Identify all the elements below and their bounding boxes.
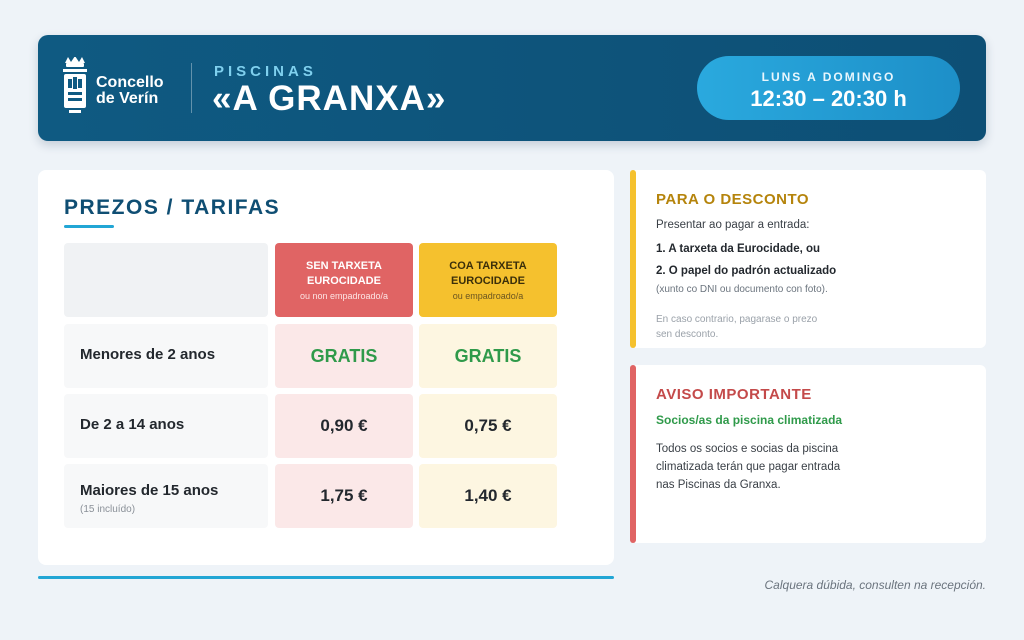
row-label-text: De 2 a 14 anos — [80, 416, 185, 433]
column-header-note: ou non empadroado/a — [299, 291, 389, 301]
title-underline — [64, 225, 114, 228]
discount-item-2: 2. O papel do padrón actualizado — [656, 265, 837, 277]
logo-line-1: Concello — [96, 74, 164, 91]
price-value: GRATIS — [310, 346, 378, 366]
price-cell — [275, 464, 413, 528]
header-banner — [38, 35, 986, 141]
opening-hours-badge — [697, 56, 960, 120]
price-cell — [419, 394, 557, 458]
discount-note-line-1: En caso contrario, pagarase o prezo — [656, 314, 818, 325]
crown-crest-icon — [60, 57, 90, 119]
opening-time: 12:30 – 20:30 h — [750, 86, 907, 111]
footer-note: Calquera dúbida, consulten na recepción. — [764, 578, 986, 592]
price-value: 0,90 € — [320, 416, 368, 435]
logo-text — [96, 75, 164, 107]
price-value: 0,75 € — [464, 416, 512, 435]
notice-card — [630, 365, 986, 543]
column-header-with-card — [419, 243, 557, 317]
row-label-text: Menores de 2 anos — [80, 346, 216, 363]
notice-line-2: climatizada terán que pagar entrada — [656, 461, 841, 473]
price-value: 1,75 € — [320, 486, 368, 505]
price-value: 1,40 € — [464, 486, 512, 505]
discount-note-line-2: sen desconto. — [656, 329, 719, 340]
opening-days: LUNS A DOMINGO — [761, 70, 896, 84]
prices-card — [38, 170, 614, 565]
price-cell — [275, 394, 413, 458]
bottom-accent-line — [38, 576, 614, 579]
notice-accent-bar — [630, 365, 636, 543]
notice-line-3: nas Piscinas da Granxa. — [656, 479, 781, 491]
column-header-without-card — [275, 243, 413, 317]
price-value: GRATIS — [454, 346, 522, 366]
header-divider — [191, 63, 192, 113]
table-row-label — [64, 324, 268, 388]
discount-item-1: 1. A tarxeta da Eurocidade, ou — [656, 243, 821, 255]
row-label-text: Maiores de 15 anos — [80, 482, 219, 499]
notice-body — [656, 440, 876, 494]
column-header-label: SEN TARXETA EUROCIDADE — [306, 260, 382, 287]
column-header-note: ou empadroado/a — [452, 291, 524, 301]
discount-item-2-note: (xunto co DNI ou documento con foto). — [656, 284, 828, 295]
page-title: «A GRANXA» — [212, 79, 447, 118]
price-cell — [275, 324, 413, 388]
discount-intro: Presentar ao pagar a entrada: — [656, 219, 810, 231]
price-cell — [419, 324, 557, 388]
logo-line-2: de Verín — [96, 90, 159, 107]
notice-title: AVISO IMPORTANTE — [656, 386, 812, 403]
table-row-label — [64, 464, 268, 528]
discount-accent-bar — [630, 170, 636, 348]
price-cell — [419, 464, 557, 528]
discount-card — [630, 170, 986, 348]
table-corner-cell — [64, 243, 268, 317]
column-header-label: COA TARXETA EUROCIDADE — [449, 260, 527, 287]
table-row-label — [64, 394, 268, 458]
row-label-note: (15 incluído) — [80, 504, 136, 515]
notice-subtitle: Socios/as da piscina climatizada — [656, 413, 843, 427]
discount-note — [656, 312, 856, 342]
notice-line-1: Todos os socios e socias da piscina — [656, 443, 839, 455]
header-sup-title: PISCINAS — [214, 63, 317, 80]
discount-title: PARA O DESCONTO — [656, 191, 810, 208]
prices-title: PREZOS / TARIFAS — [64, 196, 281, 219]
